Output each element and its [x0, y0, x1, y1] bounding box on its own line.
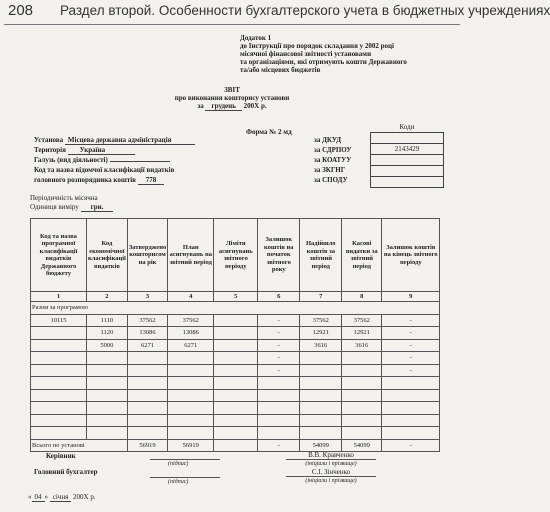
period-year: 200Х р.: [243, 102, 267, 110]
report-heading: [0, 86, 464, 110]
table-cell: [214, 402, 258, 415]
table-row: [31, 414, 440, 427]
table-row: [31, 364, 440, 377]
total-cell: 54099: [342, 439, 382, 452]
table-cell: [258, 377, 300, 390]
table-cell: [214, 327, 258, 340]
table-cell: -: [258, 364, 300, 377]
column-header: Код та назва програмної класифікації видатків Державного бюджету: [31, 219, 87, 292]
date-month: січня: [50, 493, 72, 502]
table-cell: [214, 414, 258, 427]
date-day: 04: [32, 493, 45, 502]
table-cell: [300, 427, 342, 440]
column-number: 7: [300, 292, 342, 302]
field-row: [34, 176, 374, 186]
table-cell: [342, 389, 382, 402]
table-cell: [342, 414, 382, 427]
field-value: Місцева державна адміністрація: [65, 136, 196, 145]
table-cell: 12921: [342, 327, 382, 340]
code-cell: [371, 166, 444, 177]
head-label: Керівник: [46, 452, 76, 460]
table-cell: [382, 427, 440, 440]
unit-line: [30, 203, 113, 211]
field-value: 778: [138, 176, 165, 185]
code-cell: [371, 133, 444, 144]
table-cell: 3616: [342, 339, 382, 352]
table-cell: [382, 389, 440, 402]
report-table: [30, 218, 440, 452]
field-label: Територія: [34, 146, 66, 154]
field-label: Установа: [34, 136, 64, 144]
column-header: Залишок коштів на кінець звітного періоду: [382, 219, 440, 292]
column-header: Код економічної класифікації видатків: [87, 219, 128, 292]
table-cell: [342, 352, 382, 365]
table-cell: 5000: [87, 339, 128, 352]
table-cell: [127, 352, 167, 365]
form-number: Форма № 2 мд: [246, 128, 292, 136]
total-cell: 56919: [168, 439, 214, 452]
codes-box: [370, 122, 444, 188]
table-cell: [31, 364, 87, 377]
table-cell: [342, 377, 382, 390]
header-rule: [4, 24, 460, 25]
table-cell: [87, 352, 128, 365]
table-cell: 37562: [342, 314, 382, 327]
page-number: 208: [8, 2, 34, 19]
table-cell: [31, 377, 87, 390]
table-cell: [168, 414, 214, 427]
column-number: 1: [31, 292, 87, 302]
table-header-row: [31, 219, 440, 292]
table-cell: 37562: [127, 314, 167, 327]
table-cell: -: [382, 327, 440, 340]
section-row: [31, 302, 440, 315]
report-title: ЗВІТ: [224, 86, 240, 94]
table-cell: [87, 414, 128, 427]
column-number: 8: [342, 292, 382, 302]
column-header: Касові видатки за звітний період: [342, 219, 382, 292]
total-cell: 56919: [127, 439, 167, 452]
table-row: [31, 389, 440, 402]
report-date: « 04 » січня 200Х р.: [28, 493, 96, 501]
column-number: 5: [214, 292, 258, 302]
table-cell: [300, 364, 342, 377]
table-cell: [214, 427, 258, 440]
table-cell: [342, 364, 382, 377]
period-month: грудень: [205, 102, 241, 111]
table-cell: [300, 352, 342, 365]
field-row: [34, 166, 374, 176]
column-number-row: [31, 292, 440, 302]
table-cell: 6271: [168, 339, 214, 352]
unit-label: Одиниця виміру: [30, 203, 79, 211]
accountant-name: С.І. Зінченко: [286, 468, 376, 477]
table-cell: [214, 339, 258, 352]
total-row: [31, 439, 440, 452]
appendix-line: та/або місцевих бюджетів: [240, 66, 321, 74]
appendix-line: та організаціями, які отримують кошти Державного: [240, 58, 407, 66]
field-label: Код та назва відомчої класифікації видатків: [34, 166, 175, 174]
table-cell: 10115: [31, 314, 87, 327]
table-cell: [127, 427, 167, 440]
table-cell: [168, 427, 214, 440]
table-cell: -: [382, 314, 440, 327]
table-cell: [258, 427, 300, 440]
table-cell: [382, 414, 440, 427]
table-cell: 13086: [168, 327, 214, 340]
table-cell: [168, 389, 214, 402]
accountant-name-caption: (ініціали і прізвище): [305, 478, 357, 484]
table-cell: [342, 427, 382, 440]
table-cell: 6271: [127, 339, 167, 352]
report-subtitle: про виконання кошторису установи: [174, 94, 290, 102]
table-row: [31, 339, 440, 352]
table-cell: [168, 364, 214, 377]
table-cell: [31, 327, 87, 340]
table-cell: -: [258, 352, 300, 365]
table-cell: [87, 389, 128, 402]
table-row: [31, 377, 440, 390]
report-period: [0, 102, 464, 110]
head-sign-caption: (підпис): [168, 461, 189, 467]
table-body: [31, 314, 440, 439]
accountant-label: Головний бухгалтер: [34, 468, 98, 476]
table-cell: [258, 402, 300, 415]
code-label: за КОАТУУ: [314, 156, 352, 164]
code-label: за СПОДУ: [314, 176, 348, 184]
table-cell: -: [258, 339, 300, 352]
table-cell: 1120: [87, 327, 128, 340]
field-row: [34, 156, 374, 166]
appendix-line: місячної фінансової звітності установами: [240, 50, 372, 58]
table-cell: -: [382, 364, 440, 377]
table-cell: [87, 364, 128, 377]
code-cell: [371, 155, 444, 166]
table-cell: [127, 402, 167, 415]
total-cell: 54099: [300, 439, 342, 452]
date-year: 200Х р.: [73, 493, 96, 501]
head-name-caption: (ініціали і прізвище): [305, 461, 357, 467]
table-cell: [168, 352, 214, 365]
table-cell: [31, 352, 87, 365]
table-cell: [31, 389, 87, 402]
table-cell: [300, 402, 342, 415]
table-cell: [258, 414, 300, 427]
field-row: [34, 136, 374, 146]
table-row: [31, 327, 440, 340]
code-label: за ЗКГНГ: [314, 166, 346, 174]
head-name: В.В. Кравченко: [286, 451, 376, 460]
table-cell: [87, 377, 128, 390]
report-fields: [34, 136, 374, 186]
column-number: 9: [382, 292, 440, 302]
table-cell: 12921: [300, 327, 342, 340]
period-prefix: за: [197, 102, 204, 110]
total-cell: [214, 439, 258, 452]
table-cell: -: [382, 339, 440, 352]
table-cell: [300, 414, 342, 427]
table-row: [31, 352, 440, 365]
table-cell: [214, 377, 258, 390]
table-cell: [127, 389, 167, 402]
total-cell: -: [382, 439, 440, 452]
section-label: Разом за програмою: [31, 302, 440, 315]
periodicity-line: [30, 194, 98, 202]
accountant-signature-line: [150, 477, 220, 478]
table-row: [31, 314, 440, 327]
code-label: за ДКУД: [314, 136, 342, 144]
table-cell: 13086: [127, 327, 167, 340]
table-row: [31, 427, 440, 440]
codes-header: Коди: [399, 123, 415, 131]
table-cell: [342, 402, 382, 415]
appendix-note: [240, 34, 407, 74]
column-number: 6: [258, 292, 300, 302]
table-cell: [127, 377, 167, 390]
table-cell: [168, 402, 214, 415]
table-cell: [258, 389, 300, 402]
field-row: [34, 146, 374, 156]
table-cell: 3616: [300, 339, 342, 352]
table-cell: -: [258, 327, 300, 340]
code-label: за СДРПОУ: [314, 146, 352, 154]
table-cell: [127, 414, 167, 427]
column-number: 3: [127, 292, 167, 302]
periodicity-label: Періодичність: [30, 194, 73, 202]
table-cell: [300, 389, 342, 402]
section-title: Раздел второй. Особенности бухгалтерского учета в бюджетных учреждениях: [60, 3, 550, 18]
report-table-wrapper: [30, 218, 440, 452]
field-label: головного розпорядника коштів: [34, 176, 136, 184]
field-value: Україна: [68, 146, 135, 155]
table-cell: [214, 314, 258, 327]
column-header: Затверджено кошторисом на рік: [127, 219, 167, 292]
column-header: План асигнувань на звітний період: [168, 219, 214, 292]
accountant-sign-caption: (підпис): [168, 479, 189, 485]
table-cell: [127, 364, 167, 377]
table-cell: 37562: [168, 314, 214, 327]
table-cell: [31, 414, 87, 427]
table-cell: [87, 402, 128, 415]
column-header: Залишок коштів на початок звітного року: [258, 219, 300, 292]
table-cell: 37562: [300, 314, 342, 327]
field-label: Галузь (вид діяльності): [34, 156, 108, 164]
page-header: [0, 0, 550, 30]
table-cell: [31, 427, 87, 440]
code-cell: [371, 177, 444, 188]
table-row: [31, 402, 440, 415]
appendix-line: до Інструкції про порядок складання у 2002 році: [240, 42, 394, 50]
table-cell: [87, 427, 128, 440]
table-cell: [382, 377, 440, 390]
table-cell: [168, 377, 214, 390]
appendix-line: Додаток 1: [240, 34, 272, 42]
table-cell: [214, 364, 258, 377]
unit-value: грн.: [81, 203, 114, 212]
column-number: 4: [168, 292, 214, 302]
field-value: [110, 161, 170, 162]
table-cell: [31, 339, 87, 352]
table-cell: [300, 377, 342, 390]
periodicity-value: місячна: [74, 194, 98, 202]
head-signature-line: [150, 459, 220, 460]
column-header: Надійшло коштів за звітний період: [300, 219, 342, 292]
table-cell: [214, 352, 258, 365]
column-number: 2: [87, 292, 128, 302]
table-cell: [214, 389, 258, 402]
total-label: Всього по установі: [31, 439, 128, 452]
table-cell: [382, 402, 440, 415]
table-cell: 1110: [87, 314, 128, 327]
table-cell: -: [382, 352, 440, 365]
column-header: Ліміти асигнувань звітного періоду: [214, 219, 258, 292]
table-cell: [31, 402, 87, 415]
table-cell: -: [258, 314, 300, 327]
code-cell-edrpou: 2143429: [371, 144, 444, 155]
total-cell: -: [258, 439, 300, 452]
